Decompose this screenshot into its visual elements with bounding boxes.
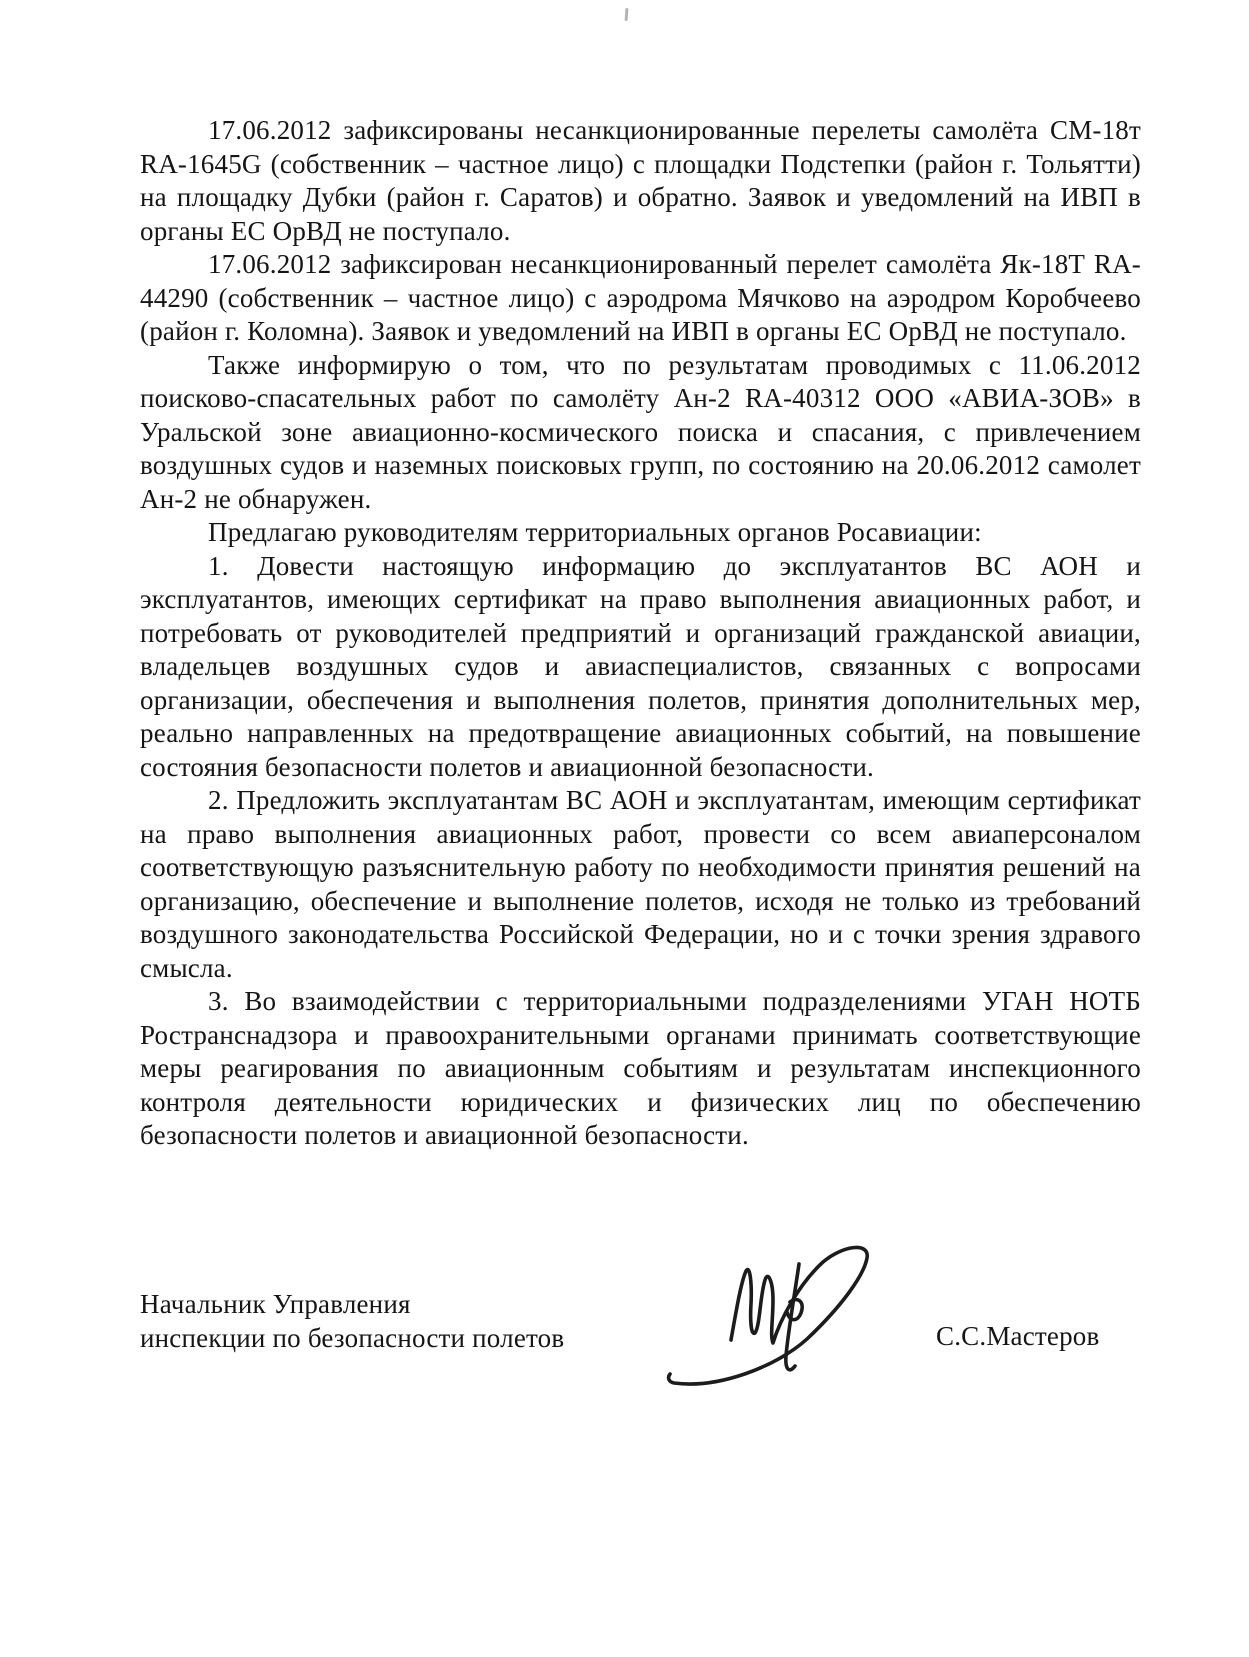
paragraph-flight-cm18t: 17.06.2012 зафиксированы несанкционированные перелеты самолёта СМ-18т RA-1645G (собственник – частное лицо) с площадки Подстепки (район г. Тольятти) на площадку Дубки (район г. Саратов) и обратно. Заявок и уведомлений на ИВП в органы ЕС ОрВД не поступало. <box>140 115 1141 246</box>
scan-artifact-speck <box>625 8 629 21</box>
signatory-title-line2: инспекции по безопасности полетов <box>140 1322 565 1353</box>
paragraph-item-3: 3. Во взаимодействии с территориальными подразделениями УГАН НОТБ Ространснадзора и правоохранительными органами принимать соответствующие меры реагирования по авиационным событиям и результатам инспекционного контроля деятельности юридических и физических лиц по обеспечению безопасности полетов и авиационной безопасности. <box>140 986 1141 1150</box>
paragraph-search-an2: Также информирую о том, что по результатам проводимых с 11.06.2012 поисково-спасательных работ по самолёту Ан-2 RA-40312 ООО «АВИА-ЗОВ» в Уральской зоне авиационно-космического поиска и спасания, с привлечением воздушных судов и наземных поисковых групп, по состоянию на 20.06.2012 самолет Ан-2 не обнаружен. <box>140 349 1141 514</box>
signatory-name: С.С.Мастеров <box>936 1321 1100 1351</box>
signatory-title-line1: Начальник Управления <box>140 1289 411 1319</box>
paragraph-item-1: 1. Довести настоящую информацию до эксплуатантов ВС АОН и эксплуатантов, имеющих сертификат на право выполнения авиационных работ, и потребовать от руководителей предприятий и организаций гражданской авиации, владельцев воздушных судов и авиаспециалистов, связанных с вопросами организации, обеспечения и выполнения полетов, принятия дополнительных мер, реально направленных на предотвращение авиационных событий, на повышение состояния безопасности полетов и авиационной безопасности. <box>140 550 1141 782</box>
signatory-title <box>140 1288 564 1355</box>
paragraph-flight-yak18t: 17.06.2012 зафиксирован несанкционированный перелет самолёта Як-18Т RA-44290 (собственник – частное лицо) с аэродрома Мячково на аэродром Коробчеево (район г. Коломна). Заявок и уведомлений на ИВП в органы ЕС ОрВД не поступало. <box>140 249 1141 346</box>
handwritten-signature-icon <box>656 1240 891 1392</box>
paragraph-proposal-intro: Предлагаю руководителям территориальных органов Росавиации: <box>208 517 982 547</box>
paragraph-item-2: 2. Предложить эксплуатантам ВС АОН и эксплуатантам, имеющим сертификат на право выполнения авиационных работ, провести со всем авиаперсоналом соответствующую разъяснительную работу по необходимости принятия решений на организацию, обеспечение и выполнение полетов, исходя не только из требований воздушного законодательства Российской Федерации, но и с точки зрения здравого смысла. <box>140 785 1141 983</box>
document-body <box>140 114 1141 1153</box>
